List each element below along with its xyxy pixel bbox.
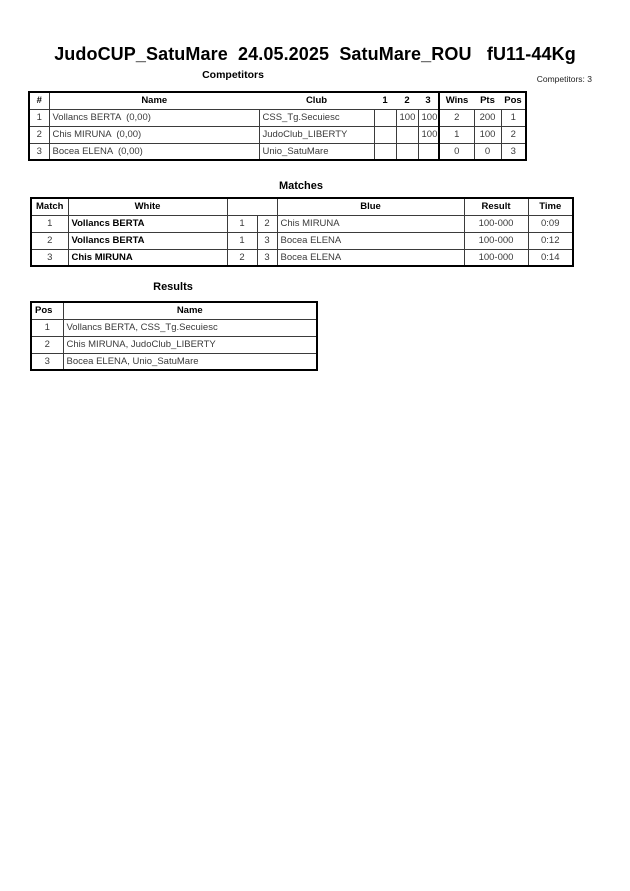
match-number: 2 [31, 232, 68, 249]
match-white-draw-number: 1 [227, 232, 257, 249]
competitor-name: Bocea ELENA (0,00) [49, 143, 259, 160]
competitor-pos: 1 [501, 109, 526, 126]
match-white-draw-number: 1 [227, 215, 257, 232]
match-blue-name: Bocea ELENA [277, 232, 464, 249]
competitor-score-1 [374, 126, 396, 143]
match-white-name: Vollancs BERTA [68, 215, 227, 232]
match-blue-draw-number: 3 [257, 249, 277, 266]
match-number: 1 [31, 215, 68, 232]
matches-col-time: Time [528, 198, 573, 215]
competitor-pos: 2 [501, 126, 526, 143]
result-name: Chis MIRUNA, JudoClub_LIBERTY [63, 336, 317, 353]
matches-header-row [31, 198, 573, 215]
competitor-row [29, 109, 526, 126]
result-pos: 3 [31, 353, 63, 370]
competitor-number: 2 [29, 126, 49, 143]
match-row [31, 249, 573, 266]
competitors-col-pos: Pos [501, 92, 526, 109]
competitor-club: Unio_SatuMare [259, 143, 374, 160]
results-table [30, 301, 318, 371]
competitor-name: Vollancs BERTA (0,00) [49, 109, 259, 126]
match-result: 100-000 [464, 215, 528, 232]
results-section-title: Results [153, 281, 193, 293]
competitor-score-3: 100 [418, 109, 439, 126]
competitor-pts: 100 [474, 126, 501, 143]
competitors-header-row [29, 92, 526, 109]
result-row [31, 353, 317, 370]
match-result: 100-000 [464, 249, 528, 266]
result-name: Vollancs BERTA, CSS_Tg.Secuiesc [63, 319, 317, 336]
page-title: JudoCUP_SatuMare 24.05.2025 SatuMare_ROU fU11-44Kg [54, 44, 576, 64]
matches-col-match: Match [31, 198, 68, 215]
match-time: 0:12 [528, 232, 573, 249]
competitors-col-wins: Wins [439, 92, 474, 109]
match-time: 0:09 [528, 215, 573, 232]
competitor-score-1 [374, 109, 396, 126]
results-header-row [31, 302, 317, 319]
competitors-col-name: Name [49, 92, 259, 109]
competitor-number: 3 [29, 143, 49, 160]
result-row [31, 319, 317, 336]
match-white-name: Vollancs BERTA [68, 232, 227, 249]
competitors-count-label: Competitors: 3 [536, 74, 592, 84]
competitor-club: JudoClub_LIBERTY [259, 126, 374, 143]
competitor-wins: 2 [439, 109, 474, 126]
competitor-score-3 [418, 143, 439, 160]
competitor-pos: 3 [501, 143, 526, 160]
competitors-col-pts: Pts [474, 92, 501, 109]
competitors-col-round1: 1 [374, 92, 396, 109]
competitor-club: CSS_Tg.Secuiesc [259, 109, 374, 126]
competitor-score-2 [396, 143, 418, 160]
competitor-row [29, 143, 526, 160]
result-pos: 1 [31, 319, 63, 336]
match-result: 100-000 [464, 232, 528, 249]
match-white-draw-number: 2 [227, 249, 257, 266]
results-col-name: Name [63, 302, 317, 319]
competitors-col-number: # [29, 92, 49, 109]
competitor-pts: 200 [474, 109, 501, 126]
competitors-col-club: Club [259, 92, 374, 109]
match-blue-name: Bocea ELENA [277, 249, 464, 266]
competitors-col-round3: 3 [418, 92, 439, 109]
competitor-name: Chis MIRUNA (0,00) [49, 126, 259, 143]
match-row [31, 232, 573, 249]
result-row [31, 336, 317, 353]
matches-table [30, 197, 574, 267]
match-row [31, 215, 573, 232]
competitor-score-2: 100 [396, 109, 418, 126]
matches-col-draw-numbers [227, 198, 277, 215]
competitor-score-2 [396, 126, 418, 143]
competitor-score-1 [374, 143, 396, 160]
competitor-score-3: 100 [418, 126, 439, 143]
competitors-table [28, 91, 527, 161]
result-name: Bocea ELENA, Unio_SatuMare [63, 353, 317, 370]
competitors-section-title: Competitors [202, 69, 264, 81]
result-pos: 2 [31, 336, 63, 353]
competitor-wins: 0 [439, 143, 474, 160]
competitor-row [29, 126, 526, 143]
competitor-number: 1 [29, 109, 49, 126]
results-col-pos: Pos [31, 302, 63, 319]
competitor-pts: 0 [474, 143, 501, 160]
match-blue-draw-number: 3 [257, 232, 277, 249]
match-blue-draw-number: 2 [257, 215, 277, 232]
match-number: 3 [31, 249, 68, 266]
competitor-wins: 1 [439, 126, 474, 143]
matches-section-title: Matches [278, 180, 324, 192]
match-blue-name: Chis MIRUNA [277, 215, 464, 232]
matches-col-blue: Blue [277, 198, 464, 215]
match-white-name: Chis MIRUNA [68, 249, 227, 266]
matches-col-white: White [68, 198, 227, 215]
matches-col-result: Result [464, 198, 528, 215]
match-time: 0:14 [528, 249, 573, 266]
competitors-col-round2: 2 [396, 92, 418, 109]
